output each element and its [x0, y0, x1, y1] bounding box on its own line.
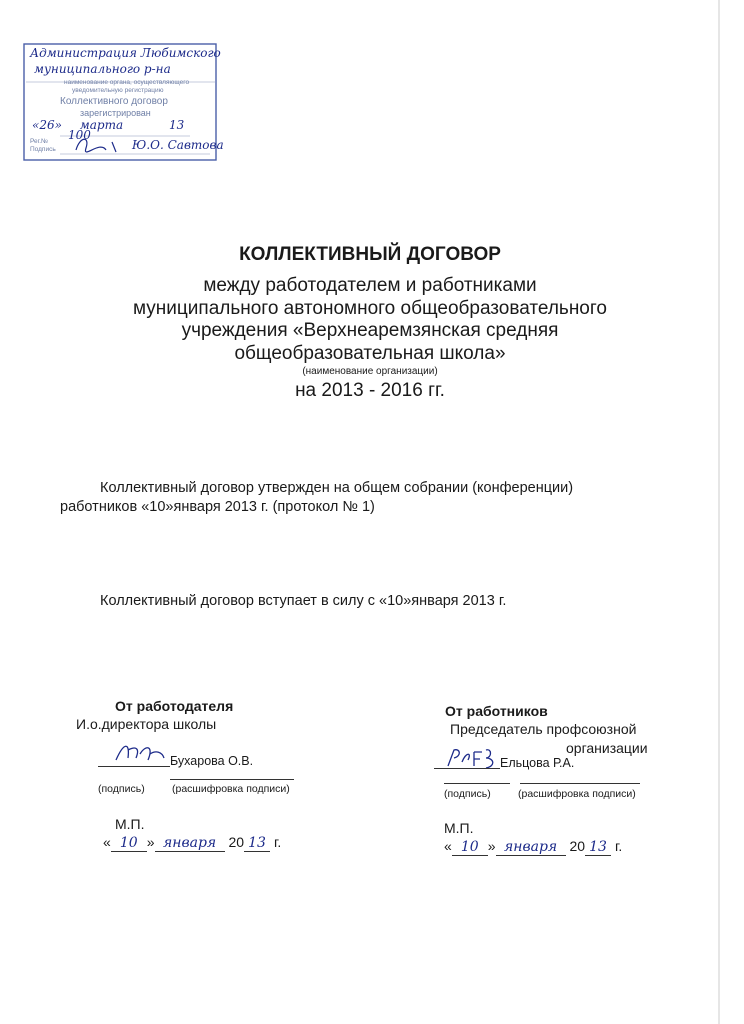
stamp-date: «26» марта 13	[32, 118, 185, 132]
stamp-day: 26	[39, 118, 55, 132]
employees-date-month: января	[496, 839, 566, 856]
stamp-signature-scribble	[20, 40, 220, 164]
subtitle-line-4: общеобразовательная школа»	[234, 342, 506, 364]
stamp-line-4: зарегистрирован	[80, 108, 151, 118]
employer-seal-place: М.П.	[115, 816, 145, 832]
employer-position: И.о.директора школы	[76, 716, 217, 732]
subtitle-line-3: учреждения «Верхнеаремзянская средняя	[181, 320, 559, 341]
stamp-reg-label: Рег.№	[30, 138, 49, 145]
employees-name: Ельцова Р.А.	[500, 756, 575, 770]
contract-years: на 2013 - 2016 гг.	[295, 380, 445, 401]
employer-signature-label: (подпись)	[98, 783, 145, 795]
employees-transcript-label: (расшифровка подписи)	[518, 788, 636, 800]
employees-date-year-prefix: 20	[569, 838, 586, 854]
employer-date-day: 10	[111, 835, 147, 852]
subtitle-line-2: муниципального автономного общеобразовательного	[133, 297, 607, 319]
employees-transcript-line	[520, 783, 640, 784]
employer-date: « 10 » января 20 13 г.	[103, 834, 282, 851]
employer-date-month: января	[155, 835, 225, 852]
employees-position-line-2: организации	[566, 740, 648, 756]
stamp-month: марта	[79, 118, 124, 132]
stamp-signer: Ю.О. Савтова	[132, 138, 224, 152]
employer-transcript-label: (расшифровка подписи)	[172, 783, 290, 795]
employer-date-year-prefix: 20	[228, 834, 245, 850]
approval-line-2: работников «10»января 2013 г. (протокол № 1)	[60, 499, 375, 515]
employees-date-day: 10	[452, 839, 488, 856]
employees-signature-label: (подпись)	[444, 788, 491, 800]
effective-date-text: Коллективный договор вступает в силу с «10»января 2013 г.	[100, 593, 507, 609]
employees-date-year: 13	[585, 839, 611, 856]
employees-seal-place: М.П.	[444, 820, 474, 836]
registration-stamp	[20, 40, 224, 164]
employer-date-suffix: г.	[273, 834, 282, 850]
employer-name: Бухарова О.В.	[170, 754, 254, 768]
subtitle-line-1: между работодателем и работниками	[203, 275, 537, 296]
approval-line-1: Коллективный договор утвержден на общем собрании (конференции)	[100, 480, 574, 496]
stamp-handwritten-top: Администрация Любимского	[30, 46, 221, 60]
employees-signature-field-line	[444, 783, 510, 784]
stamp-caption-2: уведомительную регистрацию	[72, 87, 164, 94]
document-subtitle	[40, 275, 700, 403]
employer-heading: От работодателя	[115, 698, 234, 714]
employees-date-suffix: г.	[614, 838, 623, 854]
employees-date: « 10 » января 20 13 г.	[444, 838, 623, 855]
scan-edge-line	[718, 0, 720, 1024]
document-title: КОЛЛЕКТИВНЫЙ ДОГОВОР	[239, 244, 501, 265]
stamp-line-3: Коллективного договор	[60, 96, 168, 107]
employees-heading: От работников	[445, 703, 548, 719]
stamp-caption-1: наименование органа, осуществляющего	[64, 79, 190, 86]
stamp-handwritten-line2: муниципального р-на	[34, 62, 171, 76]
stamp-reg-number: 100	[68, 128, 91, 142]
stamp-sign-label: Подпись	[30, 146, 56, 153]
organization-note: (наименование организации)	[302, 366, 438, 377]
employer-signature-line	[98, 766, 170, 767]
employees-position-line-1: Председатель профсоюзной	[450, 721, 637, 737]
employees-signature	[444, 744, 502, 774]
employees-signature-underline	[434, 768, 500, 769]
employer-transcript-line	[170, 779, 294, 780]
stamp-year: 13	[168, 118, 185, 132]
employer-date-year: 13	[244, 835, 270, 852]
